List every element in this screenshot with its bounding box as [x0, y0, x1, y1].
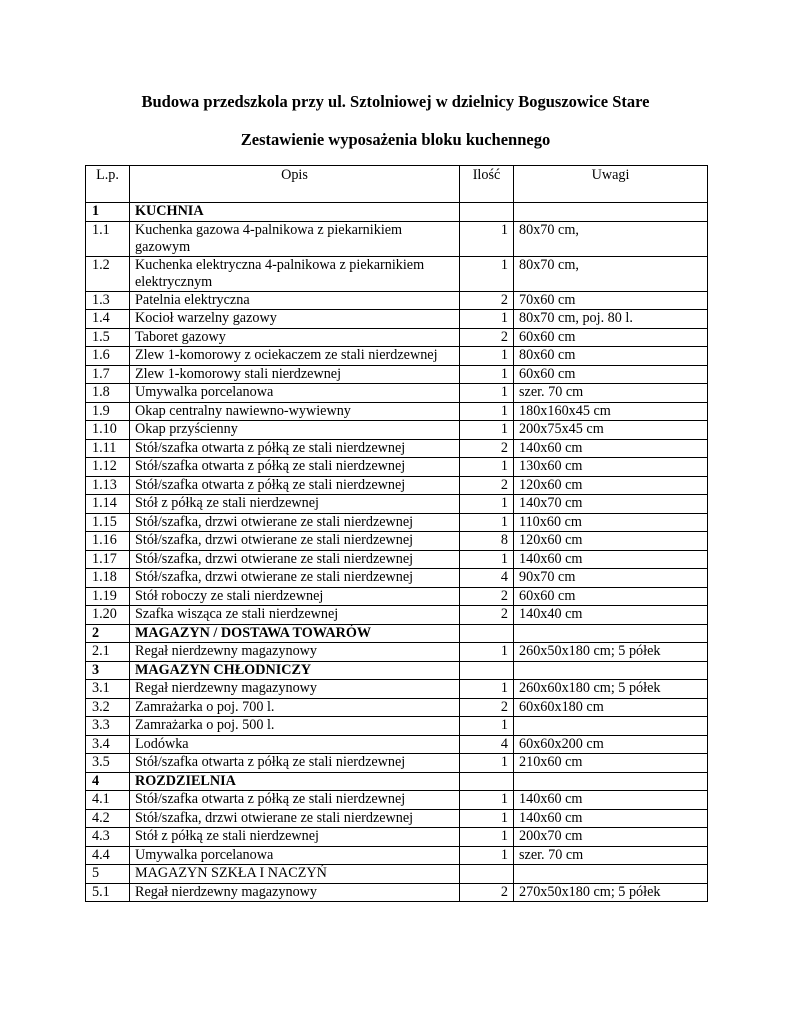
table-row: [86, 532, 708, 551]
description-cell: Stół/szafka, drzwi otwierane ze stali nierdzewnej: [130, 569, 460, 588]
lp-cell: 3.1: [86, 680, 130, 699]
notes-cell: 70x60 cm: [514, 291, 708, 310]
column-header-lp: L.p.: [86, 166, 130, 203]
description-cell: Stół/szafka otwarta z półką ze stali nierdzewnej: [130, 754, 460, 773]
table-row: [86, 256, 708, 291]
table-row: [86, 680, 708, 699]
lp-cell: 4: [86, 772, 130, 791]
lp-cell: 4.4: [86, 846, 130, 865]
table-row: [86, 735, 708, 754]
quantity-cell: 1: [460, 717, 514, 736]
lp-cell: 1.12: [86, 458, 130, 477]
description-cell: Kuchenka elektryczna 4-palnikowa z piekarnikiem elektrycznym: [130, 256, 460, 291]
table-row: [86, 846, 708, 865]
description-cell: Zlew 1-komorowy z ociekaczem ze stali nierdzewnej: [130, 347, 460, 366]
quantity-cell: 1: [460, 495, 514, 514]
lp-cell: 4.3: [86, 828, 130, 847]
lp-cell: 3: [86, 661, 130, 680]
description-cell: Stół/szafka, drzwi otwierane ze stali nierdzewnej: [130, 550, 460, 569]
lp-cell: 1.10: [86, 421, 130, 440]
description-cell: Stół/szafka otwarta z półką ze stali nierdzewnej: [130, 458, 460, 477]
lp-cell: 2.1: [86, 643, 130, 662]
notes-cell: 200x70 cm: [514, 828, 708, 847]
notes-cell: 260x50x180 cm; 5 półek: [514, 643, 708, 662]
quantity-cell: 1: [460, 513, 514, 532]
notes-cell: 200x75x45 cm: [514, 421, 708, 440]
notes-cell: [514, 717, 708, 736]
quantity-cell: [460, 203, 514, 222]
quantity-cell: 1: [460, 384, 514, 403]
lp-cell: 1.1: [86, 221, 130, 256]
quantity-cell: 1: [460, 310, 514, 329]
table-row: [86, 402, 708, 421]
notes-cell: 140x60 cm: [514, 439, 708, 458]
notes-cell: 90x70 cm: [514, 569, 708, 588]
notes-cell: 80x60 cm: [514, 347, 708, 366]
description-cell: Regał nierdzewny magazynowy: [130, 883, 460, 902]
lp-cell: 1.13: [86, 476, 130, 495]
description-cell: Kuchenka gazowa 4-palnikowa z piekarnikiem gazowym: [130, 221, 460, 256]
lp-cell: 1.20: [86, 606, 130, 625]
notes-cell: szer. 70 cm: [514, 846, 708, 865]
table-row: [86, 347, 708, 366]
notes-cell: szer. 70 cm: [514, 384, 708, 403]
lp-cell: 1.4: [86, 310, 130, 329]
notes-cell: [514, 772, 708, 791]
description-cell: Regał nierdzewny magazynowy: [130, 643, 460, 662]
lp-cell: 1.3: [86, 291, 130, 310]
quantity-cell: 1: [460, 458, 514, 477]
table-row: [86, 421, 708, 440]
table-row: [86, 476, 708, 495]
quantity-cell: 8: [460, 532, 514, 551]
description-cell: Umywalka porcelanowa: [130, 384, 460, 403]
description-cell: Lodówka: [130, 735, 460, 754]
lp-cell: 1.8: [86, 384, 130, 403]
description-cell: Regał nierdzewny magazynowy: [130, 680, 460, 699]
quantity-cell: 1: [460, 256, 514, 291]
description-cell: MAGAZYN SZKŁA I NACZYŃ: [130, 865, 460, 884]
lp-cell: 3.2: [86, 698, 130, 717]
quantity-cell: 2: [460, 587, 514, 606]
quantity-cell: 2: [460, 698, 514, 717]
column-header-opis: Opis: [130, 166, 460, 203]
description-cell: Okap centralny nawiewno-wywiewny: [130, 402, 460, 421]
lp-cell: 5.1: [86, 883, 130, 902]
description-cell: Stół/szafka otwarta z półką ze stali nierdzewnej: [130, 439, 460, 458]
quantity-cell: 1: [460, 550, 514, 569]
notes-cell: 80x70 cm,: [514, 256, 708, 291]
description-cell: Kocioł warzelny gazowy: [130, 310, 460, 329]
quantity-cell: 1: [460, 846, 514, 865]
table-row: [86, 513, 708, 532]
notes-cell: 140x70 cm: [514, 495, 708, 514]
description-cell: Zlew 1-komorowy stali nierdzewnej: [130, 365, 460, 384]
lp-cell: 5: [86, 865, 130, 884]
description-cell: KUCHNIA: [130, 203, 460, 222]
table-row: [86, 384, 708, 403]
notes-cell: 110x60 cm: [514, 513, 708, 532]
quantity-cell: 1: [460, 828, 514, 847]
quantity-cell: 1: [460, 643, 514, 662]
table-row: [86, 809, 708, 828]
lp-cell: 1.9: [86, 402, 130, 421]
table-row: [86, 310, 708, 329]
column-header-uwagi: Uwagi: [514, 166, 708, 203]
document-title: Budowa przedszkola przy ul. Sztolniowej w dzielnicy Boguszowice Stare: [141, 92, 650, 111]
notes-cell: 80x70 cm, poj. 80 l.: [514, 310, 708, 329]
description-cell: Stół/szafka otwarta z półką ze stali nierdzewnej: [130, 791, 460, 810]
notes-cell: 60x60 cm: [514, 587, 708, 606]
notes-cell: 270x50x180 cm; 5 półek: [514, 883, 708, 902]
table-row: [86, 550, 708, 569]
notes-cell: 140x60 cm: [514, 550, 708, 569]
section-row: [86, 661, 708, 680]
quantity-cell: [460, 624, 514, 643]
lp-cell: 1.7: [86, 365, 130, 384]
lp-cell: 3.4: [86, 735, 130, 754]
quantity-cell: 1: [460, 754, 514, 773]
table-row: [86, 439, 708, 458]
lp-cell: 1: [86, 203, 130, 222]
lp-cell: 1.14: [86, 495, 130, 514]
table-row: [86, 291, 708, 310]
description-cell: Taboret gazowy: [130, 328, 460, 347]
table-header-row: [86, 166, 708, 203]
description-cell: Stół z półką ze stali nierdzewnej: [130, 495, 460, 514]
document-subtitle: Zestawienie wyposażenia bloku kuchennego: [240, 130, 551, 149]
lp-cell: 3.5: [86, 754, 130, 773]
description-cell: Stół/szafka otwarta z półką ze stali nierdzewnej: [130, 476, 460, 495]
quantity-cell: 4: [460, 735, 514, 754]
section-row: [86, 865, 708, 884]
table-row: [86, 754, 708, 773]
description-cell: MAGAZYN / DOSTAWA TOWARÓW: [130, 624, 460, 643]
table-body: [86, 203, 708, 902]
quantity-cell: 1: [460, 809, 514, 828]
lp-cell: 1.16: [86, 532, 130, 551]
notes-cell: 180x160x45 cm: [514, 402, 708, 421]
quantity-cell: 2: [460, 606, 514, 625]
table-row: [86, 221, 708, 256]
description-cell: Patelnia elektryczna: [130, 291, 460, 310]
table-row: [86, 643, 708, 662]
quantity-cell: 1: [460, 680, 514, 699]
notes-cell: 120x60 cm: [514, 532, 708, 551]
column-header-ilosc: Ilość: [460, 166, 514, 203]
quantity-cell: 1: [460, 791, 514, 810]
description-cell: Stół z półką ze stali nierdzewnej: [130, 828, 460, 847]
quantity-cell: 1: [460, 365, 514, 384]
section-row: [86, 772, 708, 791]
quantity-cell: 1: [460, 347, 514, 366]
description-cell: MAGAZYN CHŁODNICZY: [130, 661, 460, 680]
table-row: [86, 606, 708, 625]
lp-cell: 4.1: [86, 791, 130, 810]
lp-cell: 1.17: [86, 550, 130, 569]
quantity-cell: [460, 865, 514, 884]
table-row: [86, 587, 708, 606]
table-row: [86, 365, 708, 384]
notes-cell: 260x60x180 cm; 5 półek: [514, 680, 708, 699]
quantity-cell: 1: [460, 421, 514, 440]
notes-cell: 60x60 cm: [514, 365, 708, 384]
notes-cell: [514, 865, 708, 884]
description-cell: Okap przyścienny: [130, 421, 460, 440]
table-row: [86, 569, 708, 588]
equipment-table: [85, 165, 708, 902]
notes-cell: 210x60 cm: [514, 754, 708, 773]
lp-cell: 1.18: [86, 569, 130, 588]
lp-cell: 1.6: [86, 347, 130, 366]
notes-cell: 80x70 cm,: [514, 221, 708, 256]
notes-cell: 60x60x200 cm: [514, 735, 708, 754]
lp-cell: 1.11: [86, 439, 130, 458]
description-cell: Stół/szafka, drzwi otwierane ze stali nierdzewnej: [130, 532, 460, 551]
notes-cell: 140x60 cm: [514, 809, 708, 828]
notes-cell: 140x60 cm: [514, 791, 708, 810]
table-row: [86, 328, 708, 347]
quantity-cell: 2: [460, 291, 514, 310]
lp-cell: 1.5: [86, 328, 130, 347]
lp-cell: 1.2: [86, 256, 130, 291]
table-row: [86, 458, 708, 477]
notes-cell: [514, 661, 708, 680]
lp-cell: 1.19: [86, 587, 130, 606]
description-cell: Zamrażarka o poj. 500 l.: [130, 717, 460, 736]
quantity-cell: 2: [460, 439, 514, 458]
table-row: [86, 495, 708, 514]
description-cell: Umywalka porcelanowa: [130, 846, 460, 865]
table-row: [86, 883, 708, 902]
lp-cell: 3.3: [86, 717, 130, 736]
quantity-cell: 2: [460, 328, 514, 347]
table-row: [86, 791, 708, 810]
notes-cell: [514, 624, 708, 643]
notes-cell: [514, 203, 708, 222]
description-cell: Zamrażarka o poj. 700 l.: [130, 698, 460, 717]
quantity-cell: [460, 772, 514, 791]
description-cell: Szafka wisząca ze stali nierdzewnej: [130, 606, 460, 625]
lp-cell: 1.15: [86, 513, 130, 532]
description-cell: ROZDZIELNIA: [130, 772, 460, 791]
table-row: [86, 828, 708, 847]
quantity-cell: 2: [460, 883, 514, 902]
description-cell: Stół/szafka, drzwi otwierane ze stali nierdzewnej: [130, 809, 460, 828]
notes-cell: 120x60 cm: [514, 476, 708, 495]
description-cell: Stół roboczy ze stali nierdzewnej: [130, 587, 460, 606]
section-row: [86, 624, 708, 643]
section-row: [86, 203, 708, 222]
notes-cell: 60x60 cm: [514, 328, 708, 347]
description-cell: Stół/szafka, drzwi otwierane ze stali nierdzewnej: [130, 513, 460, 532]
quantity-cell: 1: [460, 221, 514, 256]
table-row: [86, 717, 708, 736]
notes-cell: 60x60x180 cm: [514, 698, 708, 717]
notes-cell: 140x40 cm: [514, 606, 708, 625]
lp-cell: 4.2: [86, 809, 130, 828]
quantity-cell: 1: [460, 402, 514, 421]
quantity-cell: 4: [460, 569, 514, 588]
notes-cell: 130x60 cm: [514, 458, 708, 477]
quantity-cell: 2: [460, 476, 514, 495]
quantity-cell: [460, 661, 514, 680]
table-row: [86, 698, 708, 717]
lp-cell: 2: [86, 624, 130, 643]
